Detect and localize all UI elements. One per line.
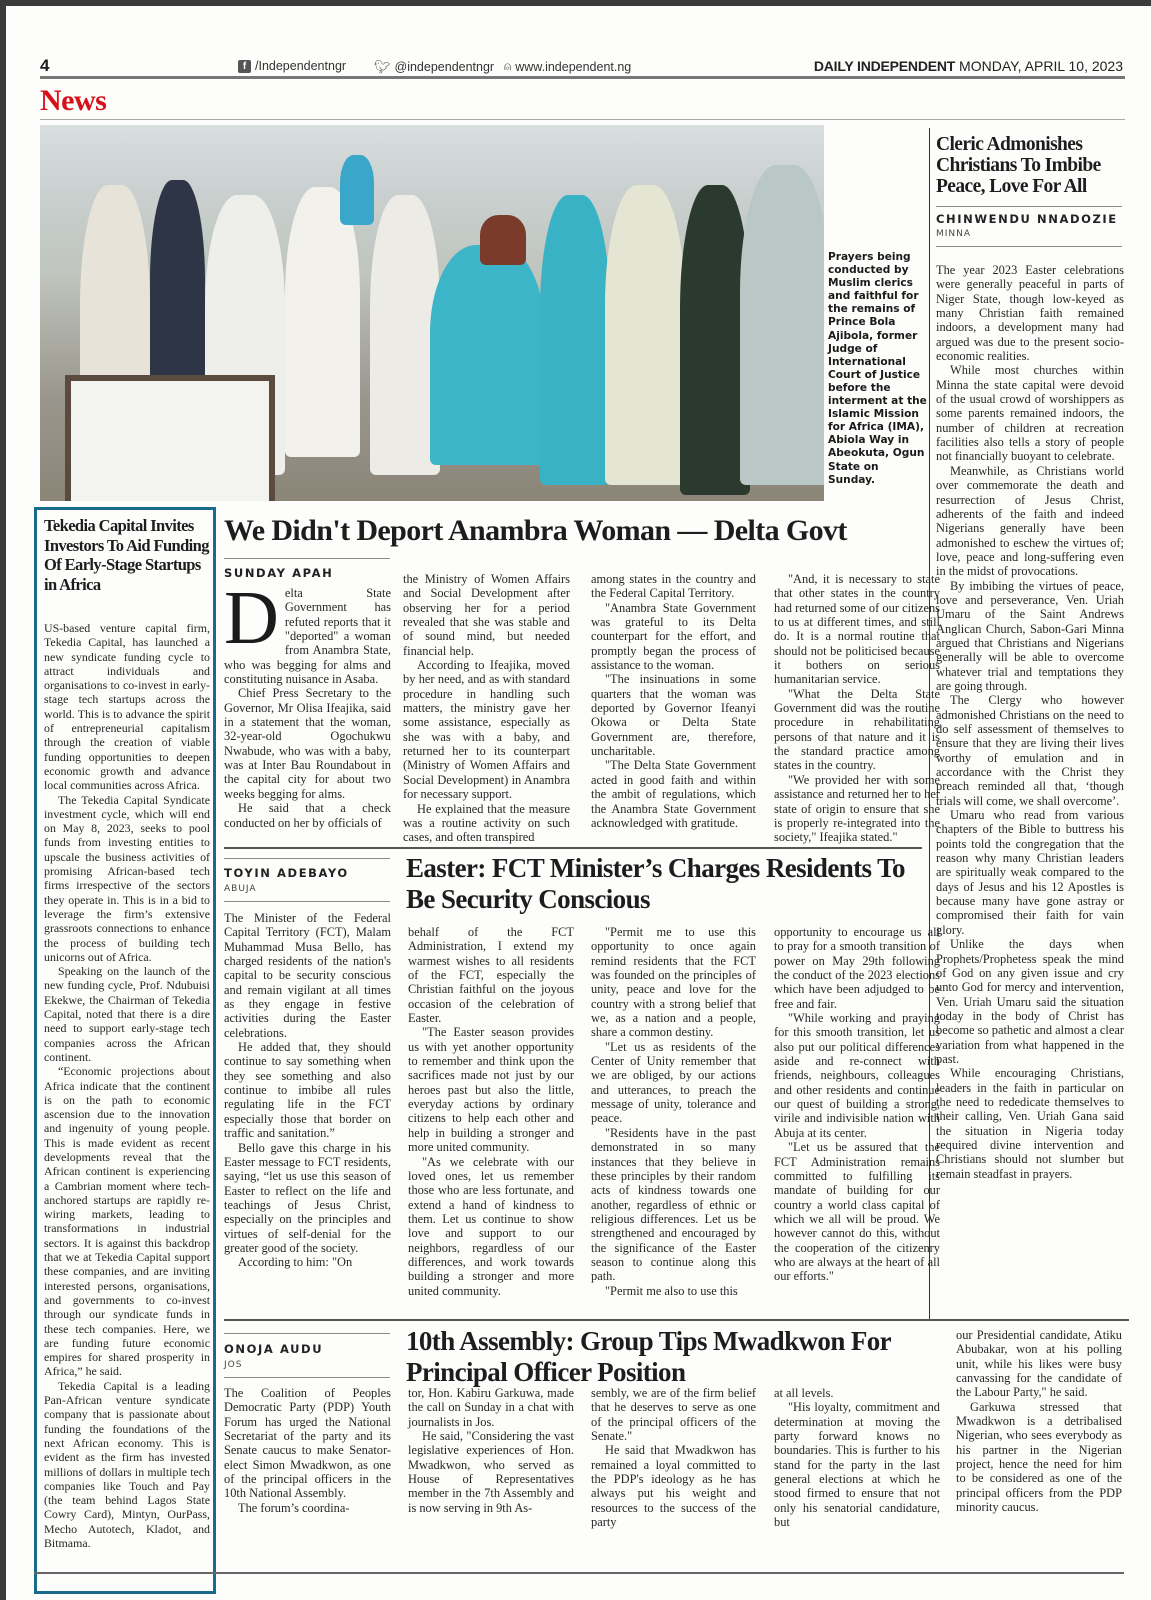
- paragraph: the Ministry of Women Affairs and Social Development after observing her for a period revealed that she was stable and of sound mind, but needed financial help.: [403, 572, 570, 658]
- paragraph: He explained that the measure was a routine activity on such cases, and often transpired: [403, 801, 570, 845]
- paragraph: Bello gave this charge in his Easter message to FCT residents, saying, “let us use this season of Easter to reflect on the life and teachings of Jesus Christ, especially on the principles and virtues of self-denial for the greater good of the society.: [224, 1140, 391, 1255]
- delta-col-4: [774, 572, 940, 845]
- photo-caption: Prayers being conducted by Muslim clerics and faithful for the remains of Prince Bola Ajibola, former Judge of International Court of Justice before the interment at the Islamic Mission for Africa (IMA), Abiola Way in Abeokuta, Ogun State on Sunday.: [828, 251, 927, 486]
- website-text[interactable]: www.independent.ng: [515, 59, 632, 74]
- divider: [224, 901, 390, 902]
- paragraph: According to him: "On: [238, 1255, 353, 1270]
- paragraph: tor, Hon. Kabiru Garkuwa, made the call on Sunday in a chat with journalists in Jos.: [408, 1386, 574, 1429]
- assembly-col-2: [408, 1386, 574, 1515]
- issue-date: MONDAY, APRIL 10, 2023: [959, 58, 1123, 74]
- delta-col-1: [224, 576, 391, 830]
- cleric-location: MINNA: [936, 229, 972, 239]
- delta-byline: SUNDAY APAH: [224, 566, 334, 580]
- paragraph: elta State Government has refuted reports that it "deported" a woman from Anambra State, who was begging for alms and constituting nuisance in Asaba.: [224, 586, 391, 687]
- paragraph: "Permit me also to use this: [605, 1283, 738, 1298]
- paragraph: While most churches within Minna the state capital were devoid of the usual crowd of worshippers as some parents remained indoors, the number of children at recreation facilities also tells a story of people not financially buoyant to celebrate.: [936, 363, 1124, 464]
- twitter-icon: 🐦︎: [374, 59, 391, 74]
- paragraph: The Tekedia Capital Syndicate investment cycle, which will end on May 8, 2023, seeks to pool funds from investing entities to upscale the business activities of promising African-based tech firms irrespective of the sectors they operate in. This is in a bid to leverage the firm’s extensive grassroots connections to enhance the process of building tech unicorns out of Africa.: [44, 792, 210, 964]
- paragraph: behalf of the FCT Administration, I extend my warmest wishes to all residents of the FCT, especially the Christian faithful on the joyous occasion of the celebration of Easter.: [408, 925, 574, 1026]
- easter-location: ABUJA: [224, 884, 257, 894]
- paragraph: Garkuwa stressed that Mwadkwon is a detribalised Nigerian, who sees everybody as his partner in the Nigerian project, hence the need for him to be considered as one of the principal officers from the PDP minority caucus.: [956, 1399, 1122, 1515]
- paragraph: at all levels.: [774, 1386, 834, 1400]
- tekedia-headline[interactable]: Tekedia Capital Invites Investors To Aid Funding Of Early-Stage Startups in Africa: [44, 516, 209, 594]
- paragraph: "What the Delta State Government did was the routine procedure in rehabilitating persons of that nature and it is the standard practice among states in the country.: [774, 686, 940, 773]
- paragraph: He said that Mwadkwon has remained a loyal committed to the PDP's ideology as he has always put his weight and resources to the success of the party: [591, 1443, 756, 1530]
- dropcap: D: [224, 576, 279, 660]
- paragraph: Meanwhile, as Christians world over commemorate the death and resurrection of Jesus Christ, adherents of the faith and indeed Nigerians generally have been admonished to eschew the virtues of; love, peace and long-suffering even in the midst of provocations.: [936, 463, 1124, 579]
- facebook-text: /Independentngr: [255, 59, 347, 73]
- paragraph: The Minister of the Federal Capital Territory (FCT), Malam Muhammad Musa Bello, has charged residents of the nation's capital to be security conscious and remain vigilant at all times as they engage in festive activities during the Easter celebrations.: [224, 911, 391, 1040]
- header-rule: [40, 76, 1125, 79]
- story-divider: [224, 847, 922, 849]
- divider: [224, 558, 390, 559]
- delta-col-2: [403, 572, 570, 845]
- tekedia-body: [44, 621, 210, 1550]
- paragraph: “Economic projections about Africa indicate that the continent is on the path to economic ascension due to the innovation and ingenuity of young people. This is made evident as recent developments reveal that the African continent is experiencing a Cambrian moment where tech-anchored startups are rapidly re-wiring markets, leading to transformations in industrial sectors. It is against this backdrop that we at Tekedia Capital support these companies, and are inviting interested persons, organisations, and governments to co-invest through our syndicate funds in these tech companies. Here, we are funding future economic empires for shared prosperity in Africa,” he said.: [44, 1064, 210, 1379]
- divider: [936, 206, 1122, 207]
- paragraph: "The Delta State Government acted in good faith and within the ambit of regulations, which the Anambra State Government acknowledged with gratitude.: [591, 758, 756, 830]
- paragraph: According to Ifeajika, moved by her need, and as with standard procedure in handling such matters, the ministry gave her some assistance, especially as she was with a baby, and returned her to its counterpart (Ministry of Women Affairs and Social Development) in Anambra for necessary support.: [403, 658, 570, 802]
- assembly-col-5: [956, 1328, 1122, 1514]
- divider: [224, 1377, 390, 1378]
- twitter-handle: [374, 59, 494, 75]
- paragraph: He added that, they should continue to say something when they see something and also continue to imbibe all rules regulating life in the FCT especially those that border on traffic and sanitation.”: [224, 1040, 391, 1141]
- easter-headline[interactable]: Easter: FCT Minister’s Charges Residents To Be Security Conscious: [406, 853, 905, 914]
- newspaper-page: [6, 6, 1151, 1600]
- paragraph: Umaru who read from various chapters of the Bible to buttress his points told the congregation that the reason why many Christian leaders are spiritually weak compared to the days of Jesus and his 12 Apostles is because many have gone astray or compromised their faith for vain glory.: [936, 808, 1124, 937]
- divider: [224, 858, 390, 859]
- easter-col-2: [408, 925, 574, 1298]
- paragraph: By imbibing the virtues of peace, love and perseverance, Ven. Uriah Umaru of the Saint Andrews Anglican Church, Sabon-Gari Minna argued that Christians and Nigerians generally will be able to overcome whatever trial and temptations they are going through.: [936, 578, 1124, 693]
- paragraph: The Coalition of Peoples Democratic Party (PDP) Youth Forum has urged the National Secretariat of the party and its Senate caucus to make Senator-elect Simon Mwadkwon, as one of the principal officers in the 10th National Assembly.: [224, 1386, 391, 1501]
- assembly-col-1: [224, 1386, 391, 1515]
- paragraph: Chief Press Secretary to the Governor, Mr Olisa Ifeajika, said in a statement that the woman, 32-year-old Ogochukwu Nwabude, who was with a baby, was at Inter Bau Roundabout in the capital city for about two weeks begging for alms.: [224, 686, 391, 801]
- paragraph: opportunity to encourage us all to pray for a smooth transition of power on May 29th following the conduct of the 2023 elections which have been adjudged to be free and fair.: [774, 925, 940, 1011]
- paragraph: "Permit me to use this opportunity to once again remind residents that the FCT was founded on the principles of unity, peace and love for the country with a strong belief that we, as a nation and a people, share a common destiny.: [591, 925, 756, 1040]
- paragraph: "We provided her with some assistance and returned her to her state of origin to ensure that she is properly re-integrated into the society," Ifeajika stated.": [774, 772, 940, 845]
- paragraph: "Anambra State Government was grateful to its Delta counterpart for the effort, and promptly began the process of assistance to the woman.: [591, 600, 756, 673]
- easter-byline: TOYIN ADEBAYO: [224, 866, 349, 880]
- page-number: 4: [40, 56, 50, 75]
- mouse-icon: ⍝: [504, 59, 512, 73]
- paragraph: our Presidential candidate, Atiku Abubakar, won at his polling unit, while his likes were busy canvassing for the candidate of the Labour Party," he said.: [956, 1328, 1122, 1400]
- section-title: News: [40, 84, 107, 117]
- paragraph: "While working and praying for this smooth transition, let us also put our political differences aside and re-connect with friends, neighbours, colleagues and other residents and continue our quest of building a strong, virile and indivisible nation with Abuja at its center.: [774, 1011, 940, 1140]
- paragraph: "The insinuations in some quarters that the woman was deported by Governor Ifeanyi Okowa or Delta State Government are, therefore, uncharitable.: [591, 672, 756, 759]
- easter-col-1: [224, 911, 391, 1270]
- paragraph: The year 2023 Easter celebrations were generally peaceful in parts of Niger State, though low-keyed as many Christian faith remained indoors, a development many had argued was due to the present socio-economic realities.: [936, 263, 1124, 364]
- paragraph: Speaking on the launch of the new funding cycle, Prof. Ndubuisi Ekekwe, the Chairman of Tekedia Capital, noted that there is a dire need to support early-stage tech companies across the African continent.: [44, 964, 210, 1064]
- publication-name: DAILY INDEPENDENT: [813, 58, 956, 74]
- cleric-byline: CHINWENDU NNADOZIE: [936, 212, 1118, 226]
- divider: [936, 246, 1122, 247]
- easter-col-3: [591, 925, 756, 1298]
- paragraph: Tekedia Capital is a leading Pan-African venture syndicate company that is passionate about funding the foundations of the next African economy. This is evident as the firm has invested millions of dollars in multiple tech companies like Touch and Pay (the team behind Lagos State Cowry Card), Mintyn, OurPass, Mecho Autotech, Kladot, and Bitmama.: [44, 1378, 210, 1550]
- paragraph: "Let us be assured that the FCT Administration remains committed to fulfilling its mandate of building for our country a world class capital of which we all will be proud. We however cannot do this, without the cooperation of the citizenry who are always at the heart of all our efforts.": [774, 1140, 940, 1284]
- paragraph: US-based venture capital firm, Tekedia Capital, has launched a new syndicate funding cycle to attract individuals and organisations to co-invest in early-stage tech startups across the world. This is to advance the spirit of entrepreneurial capitalism through the creation of viable funding opportunities to deepen economic growth and advance local communities across Africa.: [44, 621, 210, 793]
- assembly-location: JOS: [224, 1360, 243, 1370]
- paragraph: The forum’s coordina-: [238, 1500, 350, 1515]
- paragraph: The Clergy who however admonished Christians on the need to do self assessment of themselves to ensure that they are living their lives worthy of emulation and in accordance with the Christ they preach reminded all that, ‘though trials will come, we shall overcome’.: [936, 693, 1124, 808]
- assembly-col-3: [591, 1386, 756, 1529]
- delta-headline[interactable]: We Didn't Deport Anambra Woman — Delta Govt: [224, 514, 847, 547]
- cleric-headline[interactable]: Cleric Admonishes Christians To Imbibe Peace, Love For All: [936, 134, 1101, 197]
- assembly-col-4: [774, 1386, 940, 1529]
- facebook-handle: [238, 59, 346, 73]
- assembly-byline: ONOJA AUDU: [224, 1342, 324, 1356]
- page-bottom-rule: [34, 1572, 1124, 1574]
- facebook-icon: f: [238, 60, 251, 73]
- easter-col-4: [774, 925, 940, 1284]
- delta-col-3: [591, 572, 756, 830]
- paragraph: He said, "Considering the vast legislative experiences of Hon. Mwadkwon, who served as House of Representatives member in the 7th Assembly and is now serving in 9th As-: [408, 1429, 574, 1515]
- masthead-date: [814, 58, 1123, 74]
- divider: [224, 1333, 390, 1334]
- paragraph: He said that a check conducted on her by officials of: [224, 801, 391, 830]
- paragraph: Unlike the days when Prophets/Prophetess speak the mind of God on any given issue and cry unto God for mercy and intervention, Ven. Uriah Umaru said the situation today in the body of Christ has become so pathetic and almost a clear variation from what happened in the past.: [936, 937, 1124, 1066]
- paragraph: sembly, we are of the firm belief that he deserves to serve as one of the principal officers of the Senate.": [591, 1386, 756, 1444]
- assembly-headline[interactable]: 10th Assembly: Group Tips Mwadkwon For Principal Officer Position: [406, 1326, 891, 1387]
- paragraph: "His loyalty, commitment and determination at moving the party forward knows no boundaries. This is further to his stand for the party in the last general elections at which he stood firmed to ensure that not only his senatorial candidature, but: [774, 1400, 940, 1530]
- cleric-body: [936, 263, 1124, 1181]
- twitter-text: @independentngr: [394, 60, 495, 74]
- website-link[interactable]: [504, 59, 631, 74]
- news-photo: [40, 125, 824, 501]
- story-divider: [224, 1319, 1129, 1321]
- section-rule: [40, 119, 1125, 120]
- paragraph: "The Easter season provides us with yet another opportunity to remember and think upon the sacrifices made not just by our heroes past but also the little, everyday actions by ordinary citizens to help each other and help in building a stronger and more united community.: [408, 1025, 574, 1155]
- paragraph: among states in the country and the Federal Capital Territory.: [591, 572, 756, 601]
- paragraph: "Residents have in the past demonstrated in so many instances that they believe in these principles by their random acts of kindness towards one another, regardless of ethnic or religious differences. Let us be strengthened and encouraged by the significance of the Easter season to continue along this path.: [591, 1125, 756, 1284]
- paragraph: While encouraging Christians, leaders in the faith in particular on the need to rededicate themselves to their calling, Ven. Uriah Gana said the situation in Nigeria today required divine intervention and Christians should not slumber but remain steadfast in prayers.: [936, 1066, 1124, 1181]
- paragraph: "And, it is necessary to state that other states in the country had returned some of our citizens to us at different times, and still do. It is a normal routine that should not be politicised because it bothers on serious humanitarian service.: [774, 572, 940, 687]
- paragraph: "As we celebrate with our loved ones, let us remember those who are less fortunate, and extend a hand of kindness to them. Let us continue to show love and support to our neighbors, regardless of our differences, and work towards building a stronger and more united community.: [408, 1154, 574, 1298]
- paragraph: "Let us as residents of the Center of Unity remember that we are obliged, by our actions and utterances, to preach the message of unity, tolerance and peace.: [591, 1039, 756, 1126]
